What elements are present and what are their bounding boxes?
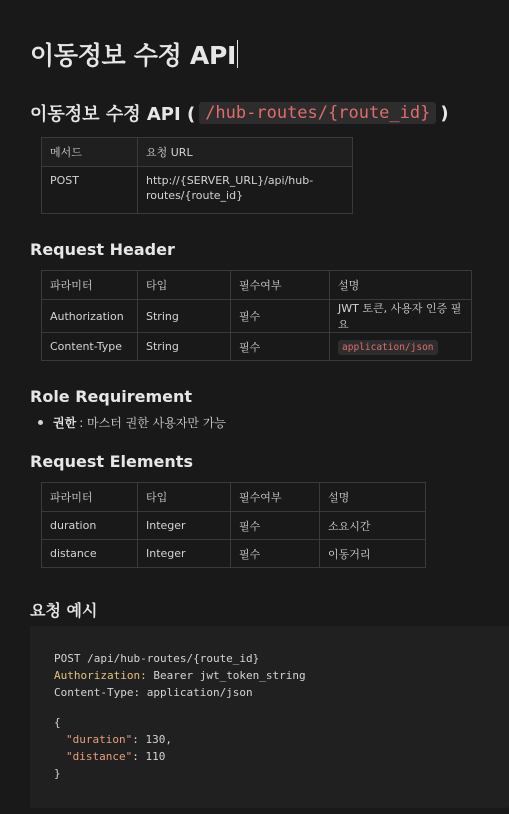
table-cell: Integer [138, 512, 231, 540]
text-caret [237, 40, 239, 68]
code-line: POST /api/hub-routes/{route_id} [54, 652, 260, 665]
section-heading [30, 100, 449, 126]
section-heading-prefix: 이동정보 수정 API ( [30, 104, 196, 125]
code-line: { [54, 716, 61, 729]
code-block[interactable] [30, 626, 509, 808]
table-cell: String [138, 333, 231, 361]
json-key: "duration" [66, 733, 133, 746]
code-line [66, 750, 165, 763]
table-cell: 필수 [231, 512, 320, 540]
table-cell: Authorization [42, 300, 138, 333]
table-header-cell: 타입 [138, 483, 231, 512]
table-cell: 필수 [231, 540, 320, 568]
request-elements-title: Request Elements [30, 452, 193, 471]
table-header-cell: 요청 URL [138, 138, 353, 167]
table-cell: distance [42, 540, 138, 568]
code-value: Bearer jwt_token_string [146, 669, 306, 682]
permission-label: 권한 [53, 416, 77, 430]
bullet-icon [38, 420, 43, 425]
table-cell: POST [42, 167, 138, 214]
code-key: Content-Type: [54, 686, 141, 699]
table-cell: JWT 토큰, 사용자 인증 필요 [330, 300, 472, 333]
code-line [66, 733, 172, 746]
route-inline-code: /hub-routes/{route_id} [199, 102, 436, 124]
table-row [42, 333, 472, 361]
page-title-text: 이동정보 수정 API [30, 41, 236, 70]
table-cell: Integer [138, 540, 231, 568]
table-header-cell: 메서드 [42, 138, 138, 167]
page-title[interactable] [30, 36, 238, 72]
table-cell: 필수 [231, 300, 330, 333]
table-cell: 소요시간 [320, 512, 426, 540]
json-key: "distance" [66, 750, 133, 763]
request-header-table [41, 270, 472, 361]
permission-text: : 마스터 권한 사용자만 가능 [79, 416, 227, 430]
table-header-cell: 설명 [320, 483, 426, 512]
table-cell: String [138, 300, 231, 333]
table-cell: duration [42, 512, 138, 540]
role-requirement-title: Role Requirement [30, 387, 193, 406]
section-heading-suffix: ) [440, 102, 449, 124]
table-header-row [42, 271, 472, 300]
table-row [42, 167, 353, 214]
request-header-title: Request Header [30, 240, 175, 259]
table-header-cell: 타입 [138, 271, 231, 300]
method-table [41, 137, 353, 214]
table-cell: Content-Type [42, 333, 138, 361]
code-line: } [54, 767, 61, 780]
table-header-cell: 필수여부 [231, 483, 320, 512]
example-title: 요청 예시 [30, 601, 98, 620]
table-cell: http://{SERVER_URL}/api/hub-routes/{route_id} [138, 167, 353, 214]
table-row [42, 300, 472, 333]
table-header-cell: 파라미터 [42, 271, 138, 300]
table-header-row [42, 138, 353, 167]
json-value: : 110 [132, 750, 166, 763]
table-row [42, 512, 426, 540]
table-header-cell: 필수여부 [231, 271, 330, 300]
table-header-cell: 설명 [330, 271, 472, 300]
table-cell [330, 333, 472, 361]
code-line [54, 669, 306, 682]
code-key: Authorization: [54, 669, 147, 682]
table-cell: 이동거리 [320, 540, 426, 568]
table-header-cell: 파라미터 [42, 483, 138, 512]
code-line [54, 686, 253, 699]
request-elements-table [41, 482, 426, 568]
content-type-inline-code: application/json [338, 340, 438, 355]
table-row [42, 540, 426, 568]
table-header-row [42, 483, 426, 512]
list-item [38, 414, 226, 431]
json-value: : 130, [132, 733, 172, 746]
code-value: application/json [140, 686, 253, 699]
table-cell: 필수 [231, 333, 330, 361]
